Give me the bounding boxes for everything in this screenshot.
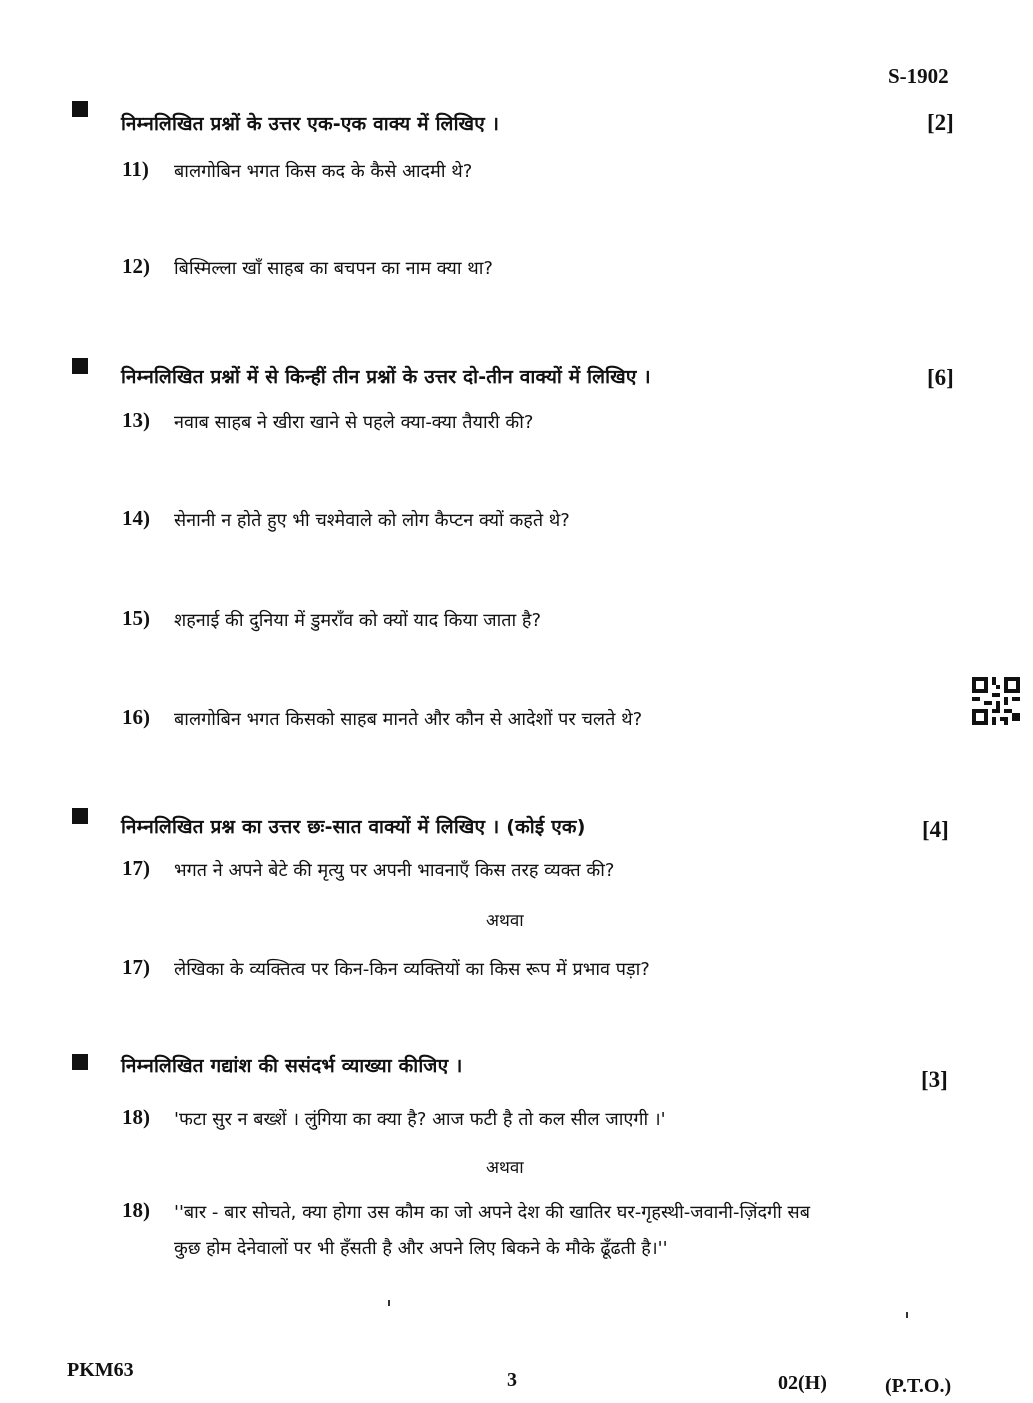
section-bullet [72, 808, 88, 824]
question-number: 17) [122, 955, 150, 979]
question-text: बालगोबिन भगत किस कद के कैसे आदमी थे? [174, 161, 473, 182]
question-number: 16) [122, 705, 150, 729]
question-number: 14) [122, 506, 150, 530]
section-marks: [4] [922, 817, 949, 842]
question-number: 17) [122, 856, 150, 880]
question-number: 13) [122, 408, 150, 432]
question-text: सेनानी न होते हुए भी चश्मेवाले को लोग कैप्टन क्यों कहते थे? [174, 510, 570, 531]
question-text-line: ''बार - बार सोचते, क्या होगा उस कौम का जो अपने देश की खातिर घर-गृहस्थी-जवानी-ज़िंदगी सब [174, 1202, 810, 1223]
question-text: भगत ने अपने बेटे की मृत्यु पर अपनी भावनाएँ किस तरह व्यक्त की? [174, 860, 615, 881]
question-text-line: कुछ होम देनेवालों पर भी हँसती है और अपने लिए बिकने के मौके ढूँढती है।'' [174, 1238, 668, 1259]
question-text: 'फटा सुर न बख्शें । लुंगिया का क्या है? आज फटी है तो कल सील जाएगी ।' [174, 1109, 666, 1130]
question-number: 15) [122, 606, 150, 630]
footer-right-code: 02(H) [778, 1372, 827, 1394]
question-text: लेखिका के व्यक्तित्व पर किन-किन व्यक्तियों का किस रूप में प्रभाव पड़ा? [174, 959, 650, 980]
section-heading: निम्नलिखित गद्यांश की ससंदर्भ व्याख्या कीजिए । [121, 1055, 463, 1077]
qr-code-icon [972, 677, 1020, 725]
scan-mark [906, 1312, 908, 1318]
question-number: 18) [122, 1105, 150, 1129]
question-text: नवाब साहब ने खीरा खाने से पहले क्या-क्या तैयारी की? [174, 412, 534, 433]
section-heading: निम्नलिखित प्रश्न का उत्तर छः-सात वाक्यों में लिखिए । (कोई एक) [121, 816, 586, 838]
question-text: शहनाई की दुनिया में डुमराँव को क्यों याद किया जाता है? [174, 610, 542, 631]
question-number: 18) [122, 1198, 150, 1222]
section-marks: [6] [927, 365, 954, 390]
section-marks: [2] [927, 110, 954, 135]
footer-left-code: PKM63 [67, 1359, 134, 1381]
page-number: 3 [507, 1369, 517, 1391]
section-bullet [72, 101, 88, 117]
or-divider: अथवा [486, 911, 524, 931]
scan-mark [388, 1300, 390, 1306]
question-text: बिस्मिल्ला खाँ साहब का बचपन का नाम क्या था? [174, 258, 493, 279]
section-bullet [72, 358, 88, 374]
pto-label: (P.T.O.) [885, 1375, 952, 1397]
or-divider: अथवा [486, 1158, 524, 1178]
section-heading: निम्नलिखित प्रश्नों में से किन्हीं तीन प्रश्नों के उत्तर दो-तीन वाक्यों में लिखिए । [121, 366, 651, 388]
section-heading: निम्नलिखित प्रश्नों के उत्तर एक-एक वाक्य में लिखिए । [121, 113, 500, 135]
question-text: बालगोबिन भगत किसको साहब मानते और कौन से आदेशों पर चलते थे? [174, 709, 643, 730]
paper-code: S-1902 [888, 64, 949, 88]
question-number: 12) [122, 254, 150, 278]
question-number: 11) [122, 157, 149, 181]
section-bullet [72, 1054, 88, 1070]
section-marks: [3] [921, 1067, 948, 1092]
